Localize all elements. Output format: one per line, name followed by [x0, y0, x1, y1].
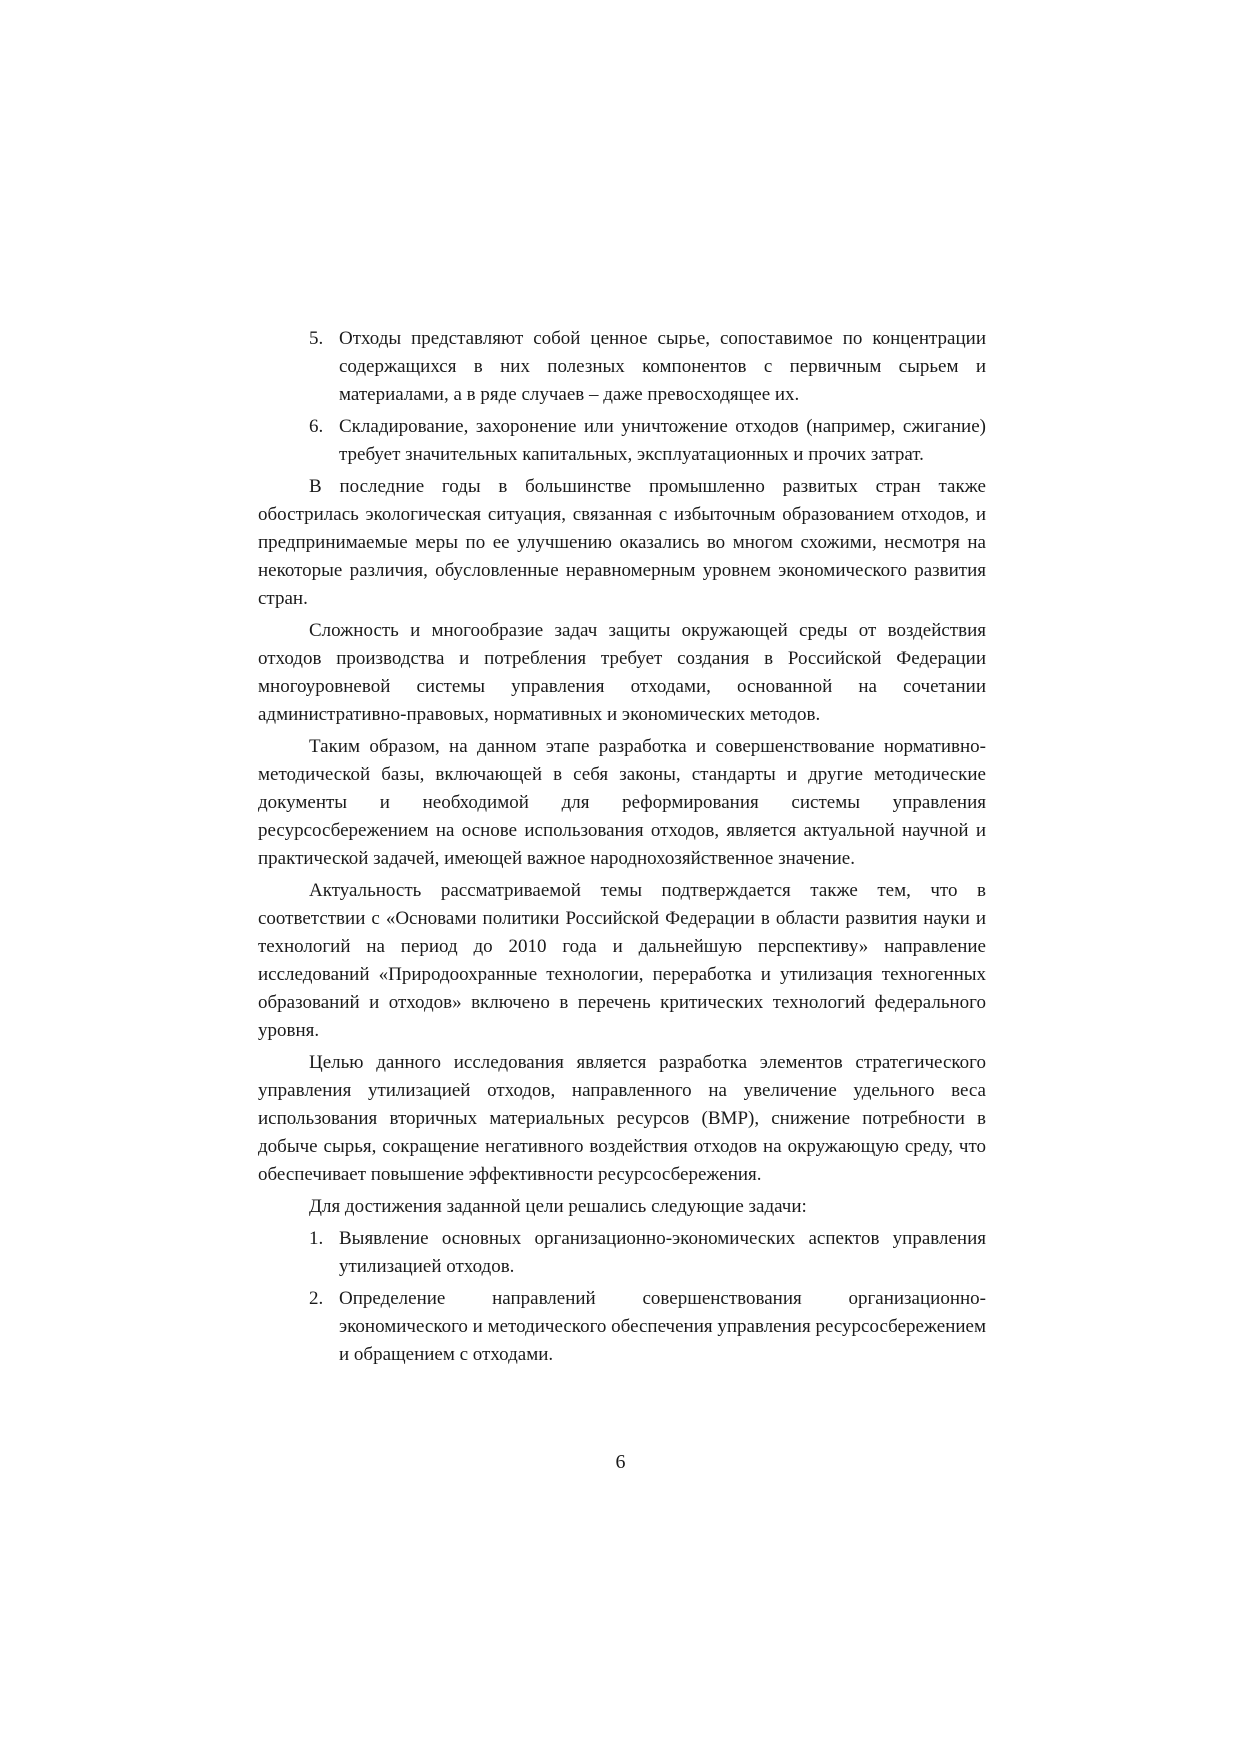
paragraph: Для достижения заданной цели решались следующие задачи:: [309, 1196, 807, 1217]
list-item: [258, 325, 986, 409]
paragraph: Сложность и многообразие задач защиты окружающей среды от воздействия отходов производства и потребления требует создания в Российской Федерации многоуровневой системы управления отходами, основанной на сочетании административно-правовых, нормативных и экономических методов.: [258, 620, 986, 725]
list-item-text: Определение направлений совершенствования организационно-экономического и методического обеспечения управления ресурсосбережением и обращением с отходами.: [339, 1288, 986, 1365]
list-item: [258, 1285, 986, 1369]
list-item: [258, 413, 986, 469]
page-number: 6: [615, 1451, 626, 1473]
paragraph: В последние годы в большинстве промышленно развитых стран также обострилась экологическая ситуация, связанная с избыточным образованием отходов, и предпринимаемые меры по ее улучшению оказались во многом схожими, несмотря на некоторые различия, обусловленные неравномерным уровнем экономического развития стран.: [258, 476, 986, 609]
list-item-number: 6.: [309, 416, 324, 437]
numbered-list-bottom: [258, 1225, 986, 1369]
list-item-text: Отходы представляют собой ценное сырье, сопоставимое по концентрации содержащихся в них полезных компонентов с первичным сырьем и материалами, а в ряде случаев – даже превосходящее их.: [339, 328, 986, 405]
list-item-number: 5.: [309, 328, 324, 349]
paragraph: Актуальность рассматриваемой темы подтверждается также тем, что в соответствии с «Основами политики Российской Федерации в области развития науки и технологий на период до 2010 года и дальнейшую перспективу» направление исследований «Природоохранные технологии, переработка и утилизация техногенных образований и отходов» включено в перечень критических технологий федерального уровня.: [258, 880, 986, 1041]
list-item-number: 2.: [309, 1288, 324, 1309]
numbered-list-top: [258, 325, 986, 469]
list-item: [258, 1225, 986, 1281]
list-item-number: 1.: [309, 1228, 324, 1249]
paragraph: Целью данного исследования является разработка элементов стратегического управления утилизацией отходов, направленного на увеличение удельного веса использования вторичных материальных ресурсов (ВМР), снижение потребности в добыче сырья, сокращение негативного воздействия отходов на окружающую среду, что обеспечивает повышение эффективности ресурсосбережения.: [258, 1052, 986, 1185]
paragraph: Таким образом, на данном этапе разработка и совершенствование нормативно-методической базы, включающей в себя законы, стандарты и другие методические документы и необходимой для реформирования системы управления ресурсосбережением на основе использования отходов, является актуальной научной и практической задачей, имеющей важное народнохозяйственное значение.: [258, 736, 986, 869]
list-item-text: Выявление основных организационно-экономических аспектов управления утилизацией отходов.: [339, 1228, 986, 1277]
page-body: [258, 325, 986, 1373]
list-item-text: Складирование, захоронение или уничтожение отходов (например, сжигание) требует значительных капитальных, эксплуатационных и прочих затрат.: [339, 416, 986, 465]
